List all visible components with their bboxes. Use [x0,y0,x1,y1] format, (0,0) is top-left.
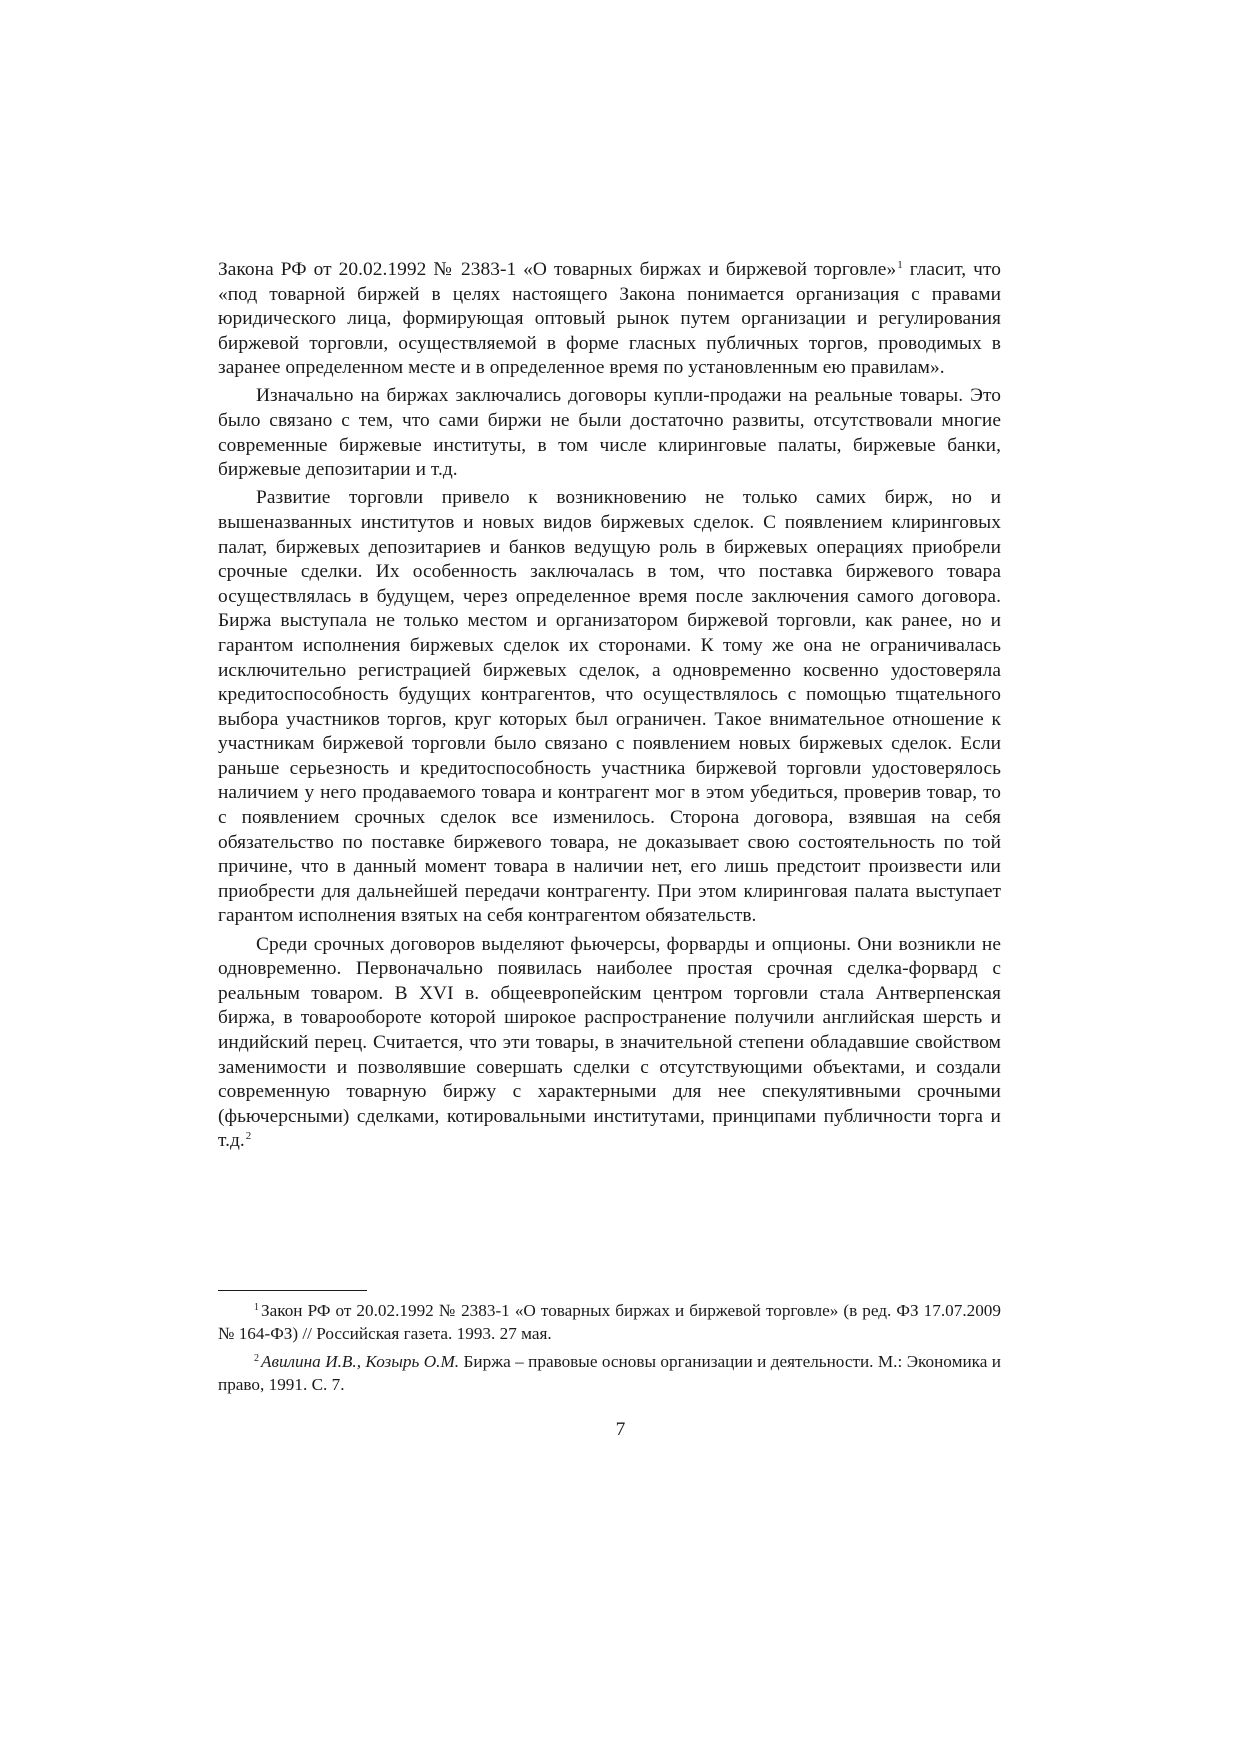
paragraph-3: Развитие торговли привело к возникновению не только самих бирж, но и вышеназванных институтов и новых видов биржевых сделок. С появлением клиринговых палат, биржевых депозитариев и банков ведущую роль в биржевых операциях приобрели срочные сделки. Их особенность заключалась в том, что поставка биржевого товара осуществлялась в будущем, через определенное время после заключения самого договора. Биржа выступала не только местом и организатором биржевой торговли, как ранее, но и гарантом исполнения биржевых сделок их сторонами. К тому же она не ограничивалась исключительно регистрацией биржевых сделок, а одновременно косвенно удостоверяла кредитоспособность будущих контрагентов, что осуществлялось с помощью тщательного выбора участников торгов, круг которых был ограничен. Такое внимательное отношение к участникам биржевой торговли было связано с появлением новых биржевых сделок. Если раньше серьезность и кредитоспособность участника биржевой торговли удостоверялось наличием у него продаваемого товара и контрагент мог в этом убедиться, проверив товар, то с появлением срочных сделок все изменилось. Сторона договора, взявшая на себя обязательство по поставке биржевого товара, не доказывает свою состоятельность по той причине, что в данный момент товара в наличии нет, его лишь предстоит произвести или приобрести для дальнейшей передачи контрагенту. При этом клиринговая палата выступает гарантом исполнения взятых на себя контрагентом обязательств. [218,487,1001,927]
paragraph-4-text: Среди срочных договоров выделяют фьючерсы, форварды и опционы. Они возникли не одновременно. Первоначально появилась наиболее простая срочная сделка-форвард с реальным товаром. В XVI в. общеевропейским центром торговли стала Антверпенская биржа, в товарообороте которой широкое распространение получили английская шерсть и индийский перец. Считается, что эти товары, в значительной степени обладавшие свойством заменимости и позволявшие совершать сделки с отсутствующими объектами, и создали современную товарную биржу с характерными для нее спекулятивными срочными (фьючерсными) сделками, котировальными институтами, принципами публичности торга и т.д. [218,933,1001,1152]
footnote-ref-1[interactable]: 1 [897,259,903,271]
footnote-1-text: Закон РФ от 20.02.1992 № 2383-1 «О товарных биржах и биржевой торговле» (в ред. ФЗ 17.07.2009 № 164-ФЗ) // Российская газета. 1993. 27 мая. [218,1301,1001,1343]
footnote-2 [218,1351,1001,1396]
footnote-2-authors: Авилина И.В., Козырь О.М. [261,1352,460,1372]
page-number: 7 [615,1419,626,1440]
footnote-2-text: Биржа – правовые основы организации и деятельности. М.: Экономика и право, 1991. С. 7. [218,1352,1002,1394]
main-text [218,258,1001,1154]
footnote-ref-2[interactable]: 2 [245,1130,252,1143]
footnote-divider [218,1290,367,1291]
footnote-1-number: 1 [254,1302,259,1313]
footnotes [218,1300,1001,1402]
paragraph-4 [218,933,1001,1154]
paragraph-1-start: Закона РФ от 20.02.1992 № 2383-1 «О товарных биржах и биржевой торговле» [218,259,897,280]
paragraph-1 [218,258,1001,381]
footnote-2-number: 2 [254,1353,259,1365]
paragraph-1-rest: гласит, что «под товарной биржей в целях настоящего Закона понимается организация с правами юридического лица, формирующая оптовый рынок путем организации и регулирования биржевой торговли, осуществляемой в форме гласных публичных торгов, проводимых в заранее определенном месте и в определенное время по установленным ею правилам». [218,259,1001,379]
footnote-1 [218,1300,1001,1345]
paragraph-2: Изначально на биржах заключались договоры купли-продажи на реальные товары. Это было связано с тем, что сами биржи не были достаточно развиты, отсутствовали многие современные биржевые институты, в том числе клиринговые палаты, биржевые банки, биржевые депозитарии и т.д. [218,385,1001,481]
